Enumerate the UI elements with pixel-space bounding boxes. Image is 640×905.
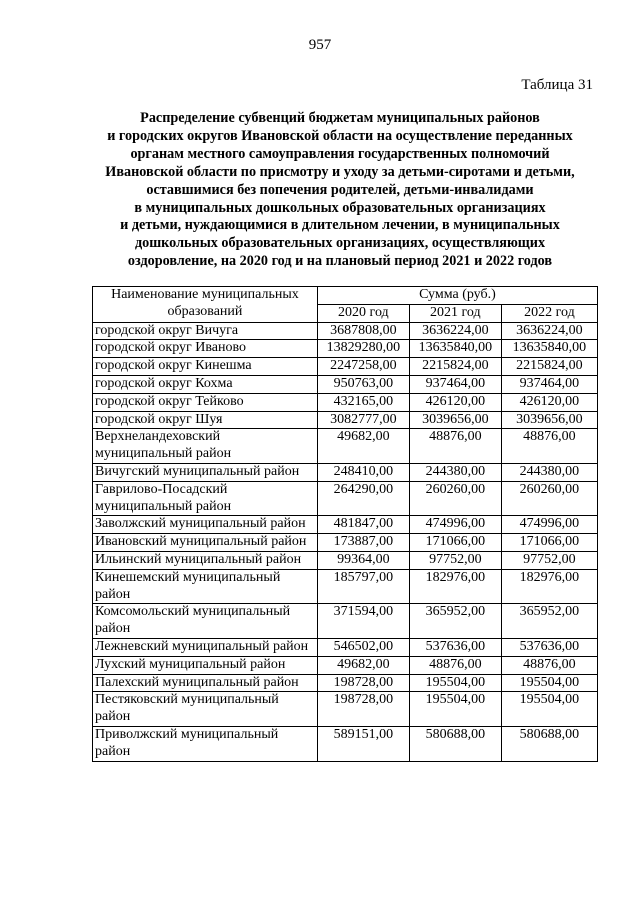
value-2020-cell: 950763,00 bbox=[317, 375, 409, 393]
value-2021-cell: 426120,00 bbox=[409, 393, 501, 411]
value-2021-cell: 171066,00 bbox=[409, 534, 501, 552]
value-2020-cell: 432165,00 bbox=[317, 393, 409, 411]
table-row bbox=[93, 375, 598, 393]
value-2020-cell: 546502,00 bbox=[317, 638, 409, 656]
value-2020-cell: 49682,00 bbox=[317, 656, 409, 674]
municipality-cell: Гаврилово-Посадский муниципальный район bbox=[93, 481, 318, 516]
value-2022-cell: 48876,00 bbox=[501, 656, 597, 674]
municipality-cell: Заволжский муниципальный район bbox=[93, 516, 318, 534]
value-2020-cell: 2247258,00 bbox=[317, 358, 409, 376]
document-title bbox=[80, 110, 600, 271]
value-2020-cell: 481847,00 bbox=[317, 516, 409, 534]
title-line: и городских округов Ивановской области на осуществление переданных bbox=[107, 127, 573, 144]
value-2022-cell: 182976,00 bbox=[501, 569, 597, 604]
title-line: Распределение субвенций бюджетам муниципальных районов bbox=[140, 110, 540, 126]
title-line: Ивановской области по присмотру и уходу за детьми-сиротами и детьми, bbox=[105, 163, 575, 180]
municipality-cell: городской округ Тейково bbox=[93, 393, 318, 411]
municipality-cell: Пестяковский муниципальный район bbox=[93, 692, 318, 727]
municipality-cell: Ивановский муниципальный район bbox=[93, 534, 318, 552]
value-2022-cell: 171066,00 bbox=[501, 534, 597, 552]
value-2022-cell: 474996,00 bbox=[501, 516, 597, 534]
value-2021-cell: 195504,00 bbox=[409, 692, 501, 727]
value-2022-cell: 13635840,00 bbox=[501, 340, 597, 358]
value-2021-cell: 48876,00 bbox=[409, 656, 501, 674]
value-2022-cell: 260260,00 bbox=[501, 481, 597, 516]
table-row bbox=[93, 534, 598, 552]
header-sum: Сумма (руб.) bbox=[317, 287, 597, 305]
value-2021-cell: 474996,00 bbox=[409, 516, 501, 534]
table-row bbox=[93, 692, 598, 727]
value-2022-cell: 48876,00 bbox=[501, 429, 597, 464]
table-row bbox=[93, 604, 598, 639]
municipality-cell: Приволжский муниципальный район bbox=[93, 726, 318, 761]
value-2020-cell: 185797,00 bbox=[317, 569, 409, 604]
value-2022-cell: 3636224,00 bbox=[501, 322, 597, 340]
value-2021-cell: 937464,00 bbox=[409, 375, 501, 393]
municipality-cell: городской округ Вичуга bbox=[93, 322, 318, 340]
table-row bbox=[93, 569, 598, 604]
municipality-cell: городской округ Иваново bbox=[93, 340, 318, 358]
title-line: дошкольных образовательных организациях, осуществляющих bbox=[134, 235, 546, 252]
value-2021-cell: 537636,00 bbox=[409, 638, 501, 656]
value-2020-cell: 248410,00 bbox=[317, 463, 409, 481]
municipality-cell: Вичугский муниципальный район bbox=[93, 463, 318, 481]
table-row bbox=[93, 429, 598, 464]
header-year-2022: 2022 год bbox=[501, 304, 597, 322]
table-row bbox=[93, 322, 598, 340]
table-row bbox=[93, 481, 598, 516]
value-2021-cell: 13635840,00 bbox=[409, 340, 501, 358]
value-2021-cell: 48876,00 bbox=[409, 429, 501, 464]
value-2020-cell: 49682,00 bbox=[317, 429, 409, 464]
table-label: Таблица 31 bbox=[521, 77, 593, 93]
value-2021-cell: 365952,00 bbox=[409, 604, 501, 639]
value-2022-cell: 2215824,00 bbox=[501, 358, 597, 376]
value-2020-cell: 264290,00 bbox=[317, 481, 409, 516]
value-2020-cell: 198728,00 bbox=[317, 692, 409, 727]
table-row bbox=[93, 516, 598, 534]
value-2020-cell: 13829280,00 bbox=[317, 340, 409, 358]
value-2021-cell: 244380,00 bbox=[409, 463, 501, 481]
table-row bbox=[93, 340, 598, 358]
value-2022-cell: 937464,00 bbox=[501, 375, 597, 393]
header-year-2020: 2020 год bbox=[317, 304, 409, 322]
municipality-cell: городской округ Шуя bbox=[93, 411, 318, 429]
municipality-cell: Ильинский муниципальный район bbox=[93, 551, 318, 569]
municipality-cell: Кинешемский муниципальный район bbox=[93, 569, 318, 604]
subsidy-table bbox=[92, 286, 598, 762]
value-2020-cell: 99364,00 bbox=[317, 551, 409, 569]
value-2020-cell: 173887,00 bbox=[317, 534, 409, 552]
municipality-cell: Верхнеландеховский муниципальный район bbox=[93, 429, 318, 464]
municipality-cell: Лухский муниципальный район bbox=[93, 656, 318, 674]
table-row bbox=[93, 463, 598, 481]
value-2020-cell: 3687808,00 bbox=[317, 322, 409, 340]
municipality-cell: Комсомольский муниципальный район bbox=[93, 604, 318, 639]
value-2021-cell: 97752,00 bbox=[409, 551, 501, 569]
table-row bbox=[93, 358, 598, 376]
title-line: оставшимися без попечения родителей, детьми-инвалидами bbox=[146, 181, 534, 198]
header-year-2021: 2021 год bbox=[409, 304, 501, 322]
table-row bbox=[93, 551, 598, 569]
table-row bbox=[93, 638, 598, 656]
value-2020-cell: 3082777,00 bbox=[317, 411, 409, 429]
municipality-cell: Лежневский муниципальный район bbox=[93, 638, 318, 656]
value-2022-cell: 195504,00 bbox=[501, 692, 597, 727]
value-2022-cell: 244380,00 bbox=[501, 463, 597, 481]
municipality-cell: Палехский муниципальный район bbox=[93, 674, 318, 692]
title-line: оздоровление, на 2020 год и на плановый период 2021 и 2022 годов bbox=[127, 253, 553, 270]
value-2022-cell: 537636,00 bbox=[501, 638, 597, 656]
value-2021-cell: 195504,00 bbox=[409, 674, 501, 692]
value-2021-cell: 3636224,00 bbox=[409, 322, 501, 340]
municipality-cell: городской округ Кинешма bbox=[93, 358, 318, 376]
table-row bbox=[93, 656, 598, 674]
value-2022-cell: 3039656,00 bbox=[501, 411, 597, 429]
value-2020-cell: 589151,00 bbox=[317, 726, 409, 761]
title-line: и детьми, нуждающимися в длительном лечении, в муниципальных bbox=[120, 217, 560, 234]
value-2022-cell: 97752,00 bbox=[501, 551, 597, 569]
page-number: 957 bbox=[308, 37, 332, 53]
value-2021-cell: 182976,00 bbox=[409, 569, 501, 604]
value-2020-cell: 198728,00 bbox=[317, 674, 409, 692]
table-row bbox=[93, 411, 598, 429]
title-line: в муниципальных дошкольных образовательных организациях bbox=[134, 199, 546, 216]
header-municipality: Наименование муниципальных образований bbox=[93, 287, 318, 323]
value-2022-cell: 426120,00 bbox=[501, 393, 597, 411]
value-2022-cell: 365952,00 bbox=[501, 604, 597, 639]
table-row bbox=[93, 674, 598, 692]
value-2021-cell: 3039656,00 bbox=[409, 411, 501, 429]
table-row bbox=[93, 726, 598, 761]
value-2020-cell: 371594,00 bbox=[317, 604, 409, 639]
value-2021-cell: 260260,00 bbox=[409, 481, 501, 516]
table-row bbox=[93, 393, 598, 411]
value-2022-cell: 195504,00 bbox=[501, 674, 597, 692]
table-header-row bbox=[93, 287, 598, 305]
value-2021-cell: 580688,00 bbox=[409, 726, 501, 761]
value-2021-cell: 2215824,00 bbox=[409, 358, 501, 376]
municipality-cell: городской округ Кохма bbox=[93, 375, 318, 393]
title-line: органам местного самоуправления государственных полномочий bbox=[130, 145, 550, 162]
value-2022-cell: 580688,00 bbox=[501, 726, 597, 761]
